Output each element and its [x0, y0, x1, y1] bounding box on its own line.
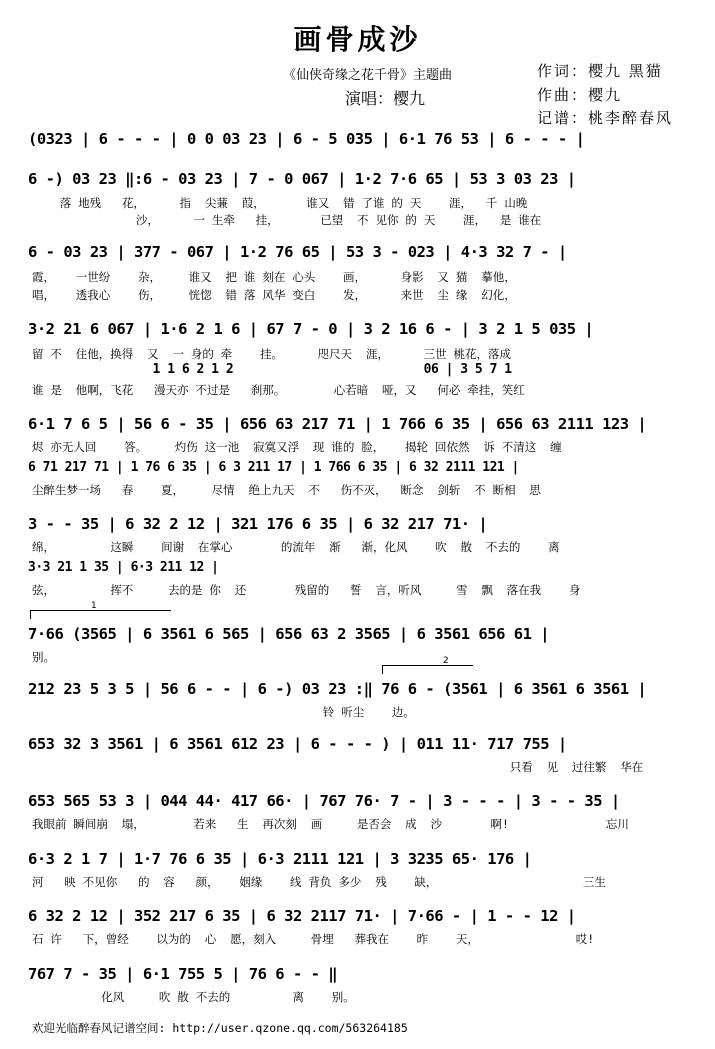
- volta-number: 1: [91, 601, 97, 611]
- notation-line: (0323 | 6 - - - | 0 0 03 23 | 6 - 5 035 | 6·1 76 53 | 6 - - - |: [28, 130, 585, 148]
- volta-bracket-2: [382, 656, 473, 674]
- lyric-line: 唱， 透我心 伤， 恍惚 错 落 风华 变白 发， 来世 尘 缘 幻化，: [32, 288, 516, 302]
- volta-bracket-1: [30, 601, 171, 619]
- notation-line: 6 - 03 23 | 377 - 067 | 1·2 76 65 | 53 3 - 023 | 4·3 32 7 - |: [28, 243, 567, 261]
- composer: 作曲：樱九: [537, 86, 623, 104]
- lyric-line: 留 不 住他，换得 又 一 身的 牵 挂。 咫尺天 涯， 三世 桃花，落成: [32, 347, 512, 361]
- singer: 演唱：樱九: [345, 89, 426, 108]
- lyric-line: 烬 亦无人回 答。 灼伤 这一池 寂寞又浮 现 谁的 脸， 揭轮 回依然 诉 不清这 缠: [32, 440, 562, 454]
- lyric-line: 落 地残 花， 指 尖蒹 葭， 谁又 错 了谁 的 天 涯， 千 山晚: [32, 196, 528, 210]
- lyric-line: 化风 吹 散 不去的 离 别。: [32, 990, 355, 1004]
- lyric-line: 铃 听尘 边。: [32, 705, 415, 719]
- notation-line: 6·3 2 1 7 | 1·7 76 6 35 | 6·3 2111 121 | 3 3235 65· 176 |: [28, 850, 532, 868]
- volta-number: 2: [443, 656, 449, 666]
- notation-line: 653 565 53 3 | 044 44· 417 66· | 767 76· 7 - | 3 - - - | 3 - - 35 |: [28, 792, 620, 810]
- notation-line: 3 - - 35 | 6 32 2 12 | 321 176 6 35 | 6 32 217 71· |: [28, 515, 488, 533]
- notation-line: 6·1 7 6 5 | 56 6 - 35 | 656 63 217 71 | 1 766 6 35 | 656 63 2111 123 |: [28, 415, 647, 433]
- notation-line: 653 32 3 3561 | 6 3561 612 23 | 6 - - - ) | 011 11· 717 755 |: [28, 735, 567, 753]
- transcriber: 记谱：桃李醉春风: [537, 109, 674, 127]
- lyric-line: 我眼前 瞬间崩 塌， 若来 生 再次刻 画 是否会 成 沙 啊! 忘川: [32, 817, 629, 831]
- notation-line: 6 32 2 12 | 352 217 6 35 | 6 32 2117 71· | 7·66 - | 1 - - 12 |: [28, 907, 576, 925]
- lyric-line: 别。: [32, 650, 55, 664]
- lyric-line: 谁 是 他啊，飞花 漫天亦 不过是 刹那。 心若暗 哑，又 何必 牵挂，笑红: [32, 383, 525, 397]
- notation-line: 7·66 (3565 | 6 3561 6 565 | 656 63 2 3565 | 6 3561 656 61 |: [28, 625, 550, 643]
- notation-line-alt: 1 1 6 2 1 2 06 | 3 5 7 1: [28, 362, 512, 377]
- subtitle: 《仙侠奇缘之花千骨》主题曲: [283, 68, 453, 83]
- lyric-line: 绵， 这瞬 间谢 在掌心 的流年 渐 渐，化风 吹 散 不去的 离: [32, 540, 560, 554]
- lyric-line: 霞， 一世纷 杂， 谁又 把 谁 刻在 心头 画， 身影 又 猫 摹他，: [32, 270, 516, 284]
- footer-url: 欢迎光临醉春风记谱空间: http://user.qzone.qq.com/563264185: [32, 1021, 408, 1035]
- lyric-line: 沙， 一 生牵 挂， 已望 不 见你 的 天 涯， 是 谁在: [32, 213, 542, 227]
- notation-line-alt: 3·3 21 1 35 | 6·3 211 12 |: [28, 560, 219, 575]
- notation-line: 767 7 - 35 | 6·1 755 5 | 76 6 - - ‖: [28, 965, 338, 983]
- lyric-line: 只看 见 过往繁 华在: [32, 760, 644, 774]
- notation-line: 6 -) 03 23 ‖:6 - 03 23 | 7 - 0 067 | 1·2 7·6 65 | 53 3 03 23 |: [28, 170, 576, 188]
- lyricist: 作词：樱九 黑猫: [537, 62, 663, 80]
- lyric-line: 石 许 下，曾经 以为的 心 愿，刻入 骨埋 葬我在 昨 天， 哎!: [32, 932, 595, 946]
- lyric-line: 尘醉生梦一场 春 夏， 尽情 绝上九天 不 伤不灭， 断念 剑斩 不 断相 思: [32, 483, 541, 497]
- notation-line: 3·2 21 6 067 | 1·6 2 1 6 | 67 7 - 0 | 3 2 16 6 - | 3 2 1 5 035 |: [28, 320, 594, 338]
- lyric-line: 弦， 挥不 去的是 你 还 残留的 誓 言，听风 雪 飘 落在我 身: [32, 583, 581, 597]
- lyric-line: 河 映 不见你 的 容 颜， 姻缘 线 背负 多少 残 缺， 三生: [32, 875, 606, 889]
- song-title: 画骨成沙: [293, 23, 422, 56]
- notation-line: 212 23 5 3 5 | 56 6 - - | 6 -) 03 23 :‖ 76 6 - (3561 | 6 3561 6 3561 |: [28, 680, 647, 698]
- notation-line-alt: 6 71 217 71 | 1 76 6 35 | 6 3 211 17 | 1 766 6 35 | 6 32 2111 121 |: [28, 460, 519, 475]
